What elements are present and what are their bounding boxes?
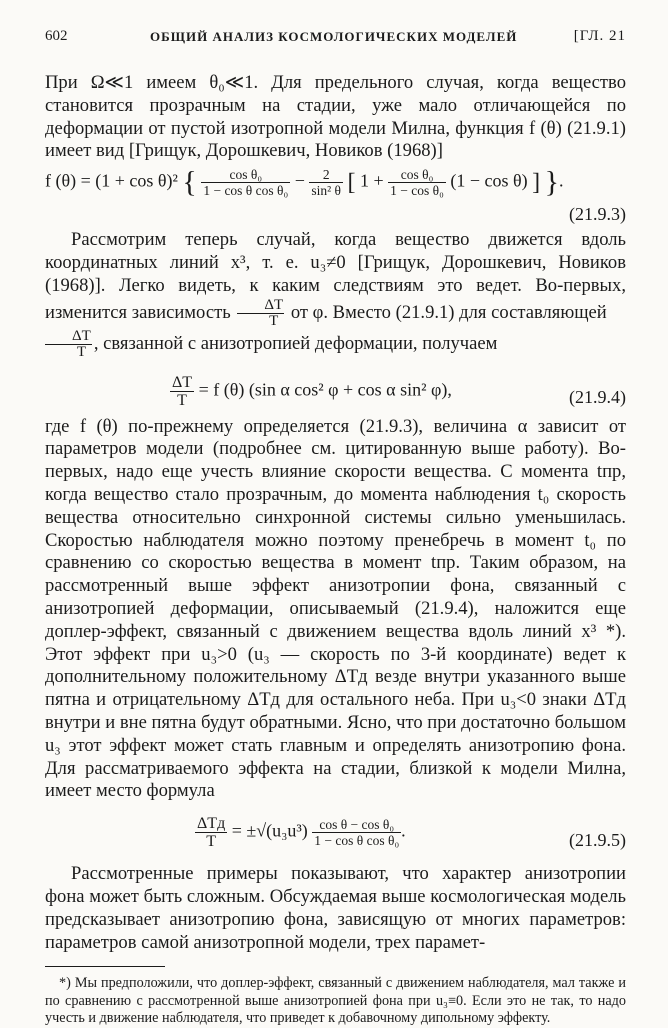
paragraph-4: Рассмотренные примеры показывают, что характер анизотропии фона может быть сложным. Обсуждаемая выше космологическая модель предсказывает анизотропию фона, зависящую от многих параметров: параметров самой анизотропной модели, трех парамет- (45, 863, 626, 953)
right-brace: } (544, 165, 560, 199)
eq-minus: − (294, 170, 310, 191)
chapter-label: [ГЛ. 21 (573, 28, 626, 44)
eq-bracket-start: 1 + (360, 170, 389, 191)
inline-fraction-dt: $\frac{\Delta T}{T}$ (237, 298, 284, 329)
right-bracket: ] (532, 169, 541, 196)
footnote-rule (45, 966, 165, 967)
page-number: 602 (45, 28, 68, 44)
eq-fraction-1: $\frac{\text{cos θ₀}}{\text{1 − cos θ cos θ₀}}$ (203, 167, 289, 199)
eq-rhs: = f (θ) (sin α cos² φ + cos α sin² φ), (194, 379, 452, 400)
paragraph-1: При Ω≪1 имеем θ₀≪1. Для предельного случая, когда вещество становится прозрачным на стадии, уже мало отличающейся по деформации от пустой изотропной модели Милна, функция f (θ) (21.9.1) имеет вид [Грищук, Дорошкевич, Новиков (1968)] (45, 72, 626, 162)
footnote: *) Мы предположили, что доплер-эффект, связанный с движением наблюдателя, мал также и по сравнению с рассмотренной выше анизотропией фона при u₃≡0. Если это не так, то надо учесть и движение наблюдателя, что приведет к добавочному дипольному эффекту. (45, 975, 626, 1027)
equation-21-9-4 (45, 370, 626, 416)
paragraph-3: где f (θ) по-прежнему определяется (21.9.3), величина α зависит от параметров модели (подробнее см. цитированную выше работу). Во-первых, надо еще учесть влияние скорости вещества. С момента tпр, когда вещество стало прозрачным, до момента наблюдения t₀ скорость вещества относительно синхронной системы сильно уменьшилась. Скоростью наблюдателя можно поэтому пренебречь в момент t₀ по сравнению со скоростью вещества в момент tпр. Таким образом, на рассмотренный выше эффект анизотропии фона, связанный с анизотропией деформации, описываемый (21.9.4), наложится еще доплер-эффект, связанный с движением вещества вдоль линий x³ *). Этот эффект при u₃>0 (u₃ — скорость по 3-й координате) ведет к дополнительному положительному ΔTд везде внутри указанного выше пятна и отрицательному ΔTд для остального неба. При u₃<0 знаки ΔTд внутри и вне пятна будут обратными. Ясно, что при достаточно большом u₃ этот эффект может стать главным и определять анизотропию фона. Для рассматриваемого эффекта на стадии, близкой к модели Милна, имеет место формула (45, 415, 626, 802)
eq-fraction-2: $\frac{2}{\text{sin² θ}}$ (311, 167, 342, 199)
eq-bracket-end: (1 − cos θ) (450, 170, 528, 191)
inline-fraction-dt-2: $\frac{\Delta T}{T}$ (45, 329, 92, 360)
eq-middle: = ±√(u₃u³) (227, 820, 313, 841)
equation-21-9-5: ΔTд T = ±√(u₃u³) $\frac{\text{cos θ − cos θ₀}}{\text{1 − cos θ cos θ₀}}$ . (21.9.5) (45, 813, 626, 863)
equation-number: (21.9.5) (569, 830, 626, 851)
running-title: ОБЩИЙ АНАЛИЗ КОСМОЛОГИЧЕСКИХ МОДЕЛЕЙ (150, 29, 518, 44)
eq-lhs: f (θ) = (1 + cos θ)² (45, 170, 178, 191)
eq-fraction-cos: $\frac{\text{cos θ − cos θ₀}}{\text{1 − cos θ cos θ₀}}$ (314, 817, 400, 849)
equation-number: (21.9.3) (569, 204, 626, 225)
page-header (45, 26, 626, 50)
left-bracket: [ (347, 169, 356, 196)
eq-fraction-dtd: ΔTд T (197, 815, 226, 851)
eq-fraction-3: $\frac{\text{cos θ₀}}{\text{1 − cos θ₀}}$ (390, 167, 444, 199)
page (45, 26, 626, 1028)
eq-fraction-dt: $\frac{\Delta T}{T}$ (172, 373, 193, 409)
left-brace: { (182, 165, 197, 199)
equation-number: (21.9.4) (569, 386, 626, 407)
paragraph-2: Рассмотрим теперь случай, когда вещество движется вдоль координатных линий x³, т. е. u₃≠0 [Грищук, Дорошкевич, Новиков (1968)]. Легко видеть, к каким следствиям это ведет. Во-первых, изменится зависимость $\frac{\Delta T}{T}$ от φ. Вместо (21.9.1) для составляющей $\frac{\Delta T}{T}$ , связанной с анизотропией деформации, получаем (45, 229, 626, 360)
equation-21-9-3: f (θ) = (1 + cos θ)² { $\frac{\text{cos θ₀}}{\text{1 − cos θ cos θ₀}}$ − $\frac{2}{\text{sin² θ}}$ [ 1 + $\frac{\text{cos θ₀}}{\text{1 − cos θ₀}}$ (1 − cos θ) ] }. (21.9.3) (45, 167, 626, 229)
